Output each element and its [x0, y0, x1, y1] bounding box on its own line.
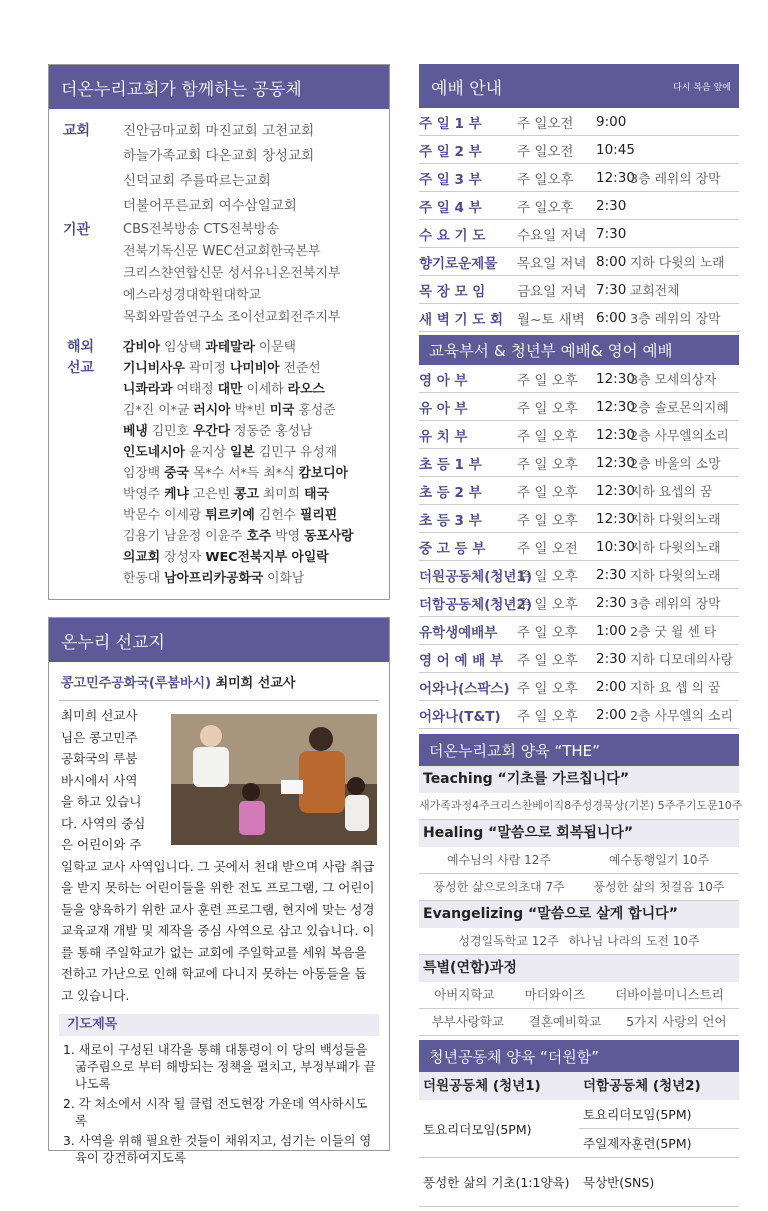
youth-item: 묵상반(SNS): [579, 1158, 739, 1207]
country-name: 필리핀: [300, 508, 338, 523]
missionary-photo: [171, 714, 377, 845]
overseas-line: [123, 421, 379, 442]
schedule-row: [419, 108, 739, 136]
service-place: 3층 레위의 장막: [630, 312, 721, 327]
missionary-panel: [48, 617, 390, 1165]
prayer-item: 1. 새로이 구성된 내각을 통해 대통령이 이 당의 백성들을 굶주림으로 부터 해방되는 정책을 펼치고, 부정부패가 끝나도록: [63, 1043, 376, 1091]
schedule-row: [419, 220, 739, 248]
community-panel: [48, 64, 390, 600]
service-place: 3층 레위의 장막: [630, 597, 721, 612]
worship-panel: [419, 64, 743, 1190]
org-line: 목회와말씀연구소 조이선교회전주지부: [123, 310, 341, 325]
country-name: 니콰라과: [123, 382, 173, 397]
missionary-names: 이세하: [242, 382, 288, 397]
service-name: 영 어 예 배 부: [419, 652, 504, 669]
course-item: 성경묵상(기본) 5주: [581, 799, 676, 812]
service-name: 어와나(T&T): [419, 708, 501, 725]
service-name: 주 일 3 부: [419, 171, 482, 188]
schedule-row: [419, 645, 739, 673]
missionary-names: 윤지상: [184, 445, 231, 460]
intro-line: 은 어린이와 주: [61, 837, 142, 852]
service-name: 초 등 3 부: [419, 512, 482, 529]
service-place: 3층 모세의상자: [630, 373, 717, 388]
service-time: 12:30: [596, 482, 635, 499]
missionary-names: 박영: [271, 529, 305, 544]
service-place: 2층 사무엘의 소리: [630, 709, 733, 724]
church-line: 신덕교회 주를따르는교회: [123, 173, 271, 189]
country-name: 러시아: [193, 403, 231, 418]
country-name: 라오스: [287, 382, 325, 397]
schedule-row: [419, 505, 739, 533]
org-label: 기관: [63, 222, 91, 238]
missionary-country: 콩고민주공화국(루붐바시): [61, 676, 212, 691]
country-name: 일본: [230, 445, 255, 460]
country-name: 과테말라: [205, 340, 255, 355]
service-day: 주 일 오후: [517, 484, 578, 501]
youth-grid: [419, 1072, 739, 1207]
worship-schedule: [419, 108, 739, 332]
overseas-line: [123, 568, 379, 589]
missionary-names: 김민구 유성재: [254, 445, 338, 460]
schedule-row: [419, 533, 739, 561]
course-item: 부부사랑학교: [431, 1014, 504, 1029]
country-name: 중국: [164, 466, 189, 481]
youth-col-2: [579, 1072, 739, 1207]
overseas-section: [49, 337, 389, 589]
country-name: 의교회: [123, 550, 161, 565]
service-name: 초 등 1 부: [419, 456, 482, 473]
service-name: 영 아 부: [419, 372, 468, 389]
service-time: 9:00: [596, 113, 627, 130]
course-item: 하나님 나라의 도전 10주: [568, 934, 700, 948]
service-name: 어와나(스팍스): [419, 680, 510, 697]
service-day: 주 일 오후: [517, 400, 578, 417]
missionary-names: 임상택: [160, 340, 206, 355]
overseas-line: [123, 379, 379, 400]
missionary-names: 김헌수: [254, 508, 300, 523]
missionary-title: 온누리 선교지: [49, 618, 389, 662]
org-line: 전북기독신문 WEC선교회한국본부: [123, 244, 321, 259]
missionary-names: 최미희: [258, 487, 305, 502]
country-name: 미국: [269, 403, 295, 418]
missionary-names: 김*진 이*균: [123, 403, 194, 418]
missionary-name: 최미희 선교사: [215, 676, 296, 691]
service-name: 새 벽 기 도 회: [419, 311, 504, 328]
country-name: 태국: [304, 487, 329, 502]
special-title: 특별(연합)과정: [419, 955, 739, 982]
missionary-names: 박문수 이세광: [123, 508, 206, 523]
worship-note: 다시 복음 앞에: [673, 82, 731, 93]
worship-title: 예배 안내: [431, 78, 503, 99]
schedule-row: [419, 192, 739, 220]
service-name: 유학생예배부: [419, 624, 498, 641]
prayer-list: [49, 1036, 389, 1167]
schedule-row: [419, 164, 739, 192]
service-name: 중 고 등 부: [419, 540, 486, 557]
org-line: 에스라성경대학원대학교: [123, 288, 262, 303]
service-place: 지하 요 셉 의 꿈: [630, 681, 721, 696]
service-time: 12:30: [596, 426, 635, 443]
body-line: 교육교재 개발 및 제작을 중심 사역으로 삼고 있습니다. 이: [61, 923, 375, 938]
service-time: 2:30: [596, 650, 627, 667]
service-day: 주 일 오후: [517, 456, 578, 473]
country-name: 나미비아: [230, 361, 280, 376]
course-item: 성경일독학교 12주: [458, 934, 559, 948]
service-name: 초 등 2 부: [419, 484, 482, 501]
overseas-label: 선교: [67, 360, 95, 376]
service-place: 지하 다윗의노래: [630, 541, 721, 556]
service-day: 주 일 오후: [517, 568, 578, 585]
service-day: 주 일오전: [517, 143, 574, 160]
country-name: 우간다: [192, 424, 231, 439]
country-name: 감비아: [123, 340, 161, 355]
worship-header: [419, 64, 739, 108]
edu-schedule: [419, 365, 739, 729]
service-name: 목 장 모 임: [419, 283, 486, 300]
course-item: 예수님의 사람 12주: [446, 853, 552, 867]
service-place: 지하 디모데의사랑: [630, 653, 733, 668]
schedule-row: [419, 617, 739, 645]
missionary-names: 박영주: [123, 487, 165, 502]
service-name: 주 일 2 부: [419, 143, 482, 160]
overseas-line: [123, 463, 379, 484]
teaching-title: Teaching “기초를 가르칩니다”: [419, 766, 739, 793]
service-day: 금요일 저녁: [517, 283, 587, 300]
schedule-row: [419, 561, 739, 589]
overseas-line: [123, 484, 379, 505]
youth-col-1: [419, 1072, 579, 1207]
service-place: 2층 굿 윌 센 타: [630, 625, 717, 640]
course-item: 더바이블미니스트리: [615, 987, 724, 1002]
service-day: 주 일 오후: [517, 596, 578, 613]
overseas-line: [123, 442, 379, 463]
country-name: 대만: [217, 382, 243, 397]
missionary-names: 전준선: [279, 361, 321, 376]
service-day: 주 일 오후: [517, 624, 578, 641]
youth-item: 토요리더모임(5PM): [579, 1100, 739, 1129]
country-name: 인도네시아: [123, 445, 185, 460]
missionary-names: 김민호: [147, 424, 193, 439]
country-name: 튀르키예: [205, 508, 255, 523]
healing-title: Healing “말씀으로 회복됩니다”: [419, 820, 739, 847]
overseas-line: [123, 547, 379, 568]
country-name: 케냐: [164, 487, 189, 502]
evangelizing-title: Evangelizing “말씀으로 살게 합니다”: [419, 901, 739, 928]
missionary-subtitle: [49, 662, 389, 694]
country-name: 캄보디아: [298, 466, 348, 481]
prayer-item: 3. 사역을 위해 필요한 것들이 채워지고, 섬기는 이들의 영육이 강건하여지도록: [63, 1134, 372, 1165]
country-name: 베냉: [123, 424, 148, 439]
service-place: 2층 사무엘의소리: [630, 429, 729, 444]
service-place: 2층 바울의 소망: [630, 457, 721, 472]
service-day: 주 일 오후: [517, 652, 578, 669]
overseas-line: [123, 337, 379, 358]
service-time: 2:30: [596, 566, 627, 583]
youth-title: 청년공동체 양육 “더원함”: [419, 1040, 739, 1072]
missionary-names: 고은빈: [188, 487, 235, 502]
service-time: 2:30: [596, 197, 627, 214]
service-day: 주 일오후: [517, 171, 574, 188]
service-time: 12:30: [596, 510, 635, 527]
service-day: 목요일 저녁: [517, 255, 587, 272]
body-line: 를 통해 주일학교가 없는 교회에 주일학교를 세워 복음을: [61, 944, 367, 960]
body-line: 고 있습니다.: [61, 987, 130, 1003]
missionary-names: 장성자: [160, 550, 206, 565]
service-place: 2층 솔로몬의지혜: [630, 401, 729, 416]
service-time: 7:30: [596, 225, 627, 242]
schedule-row: [419, 365, 739, 393]
church-line: 하늘가족교회 다온교회 창성교회: [123, 148, 315, 164]
evangelizing-items: [419, 928, 739, 955]
country-name: 호주: [246, 529, 272, 544]
service-time: 12:30: [596, 454, 635, 471]
service-place: 3층 레위의 장막: [630, 172, 721, 187]
healing-items: [419, 847, 739, 874]
schedule-row: [419, 589, 739, 617]
schedule-row: [419, 276, 739, 304]
community-title: 더온누리교회가 함께하는 공동체: [49, 65, 389, 109]
service-time: 12:30: [596, 398, 635, 415]
country-name: WEC전북지부 아일락: [205, 550, 329, 565]
course-item: 풍성한 삶의 첫걸음 10주: [593, 880, 725, 894]
service-time: 12:30: [596, 169, 635, 186]
course-item: 새가족과정4주: [419, 799, 490, 812]
service-time: 6:00: [596, 309, 627, 326]
service-name: 더함공동체(청년2): [419, 596, 533, 613]
service-day: 월~토 새벽: [517, 311, 585, 328]
course-item: 마더와이즈: [524, 987, 586, 1002]
service-time: 2:00: [596, 678, 627, 695]
church-line: 진안금마교회 마진교회 고천교회: [123, 123, 315, 139]
service-day: 주 일 오후: [517, 512, 578, 529]
overseas-list: [123, 337, 379, 589]
overseas-label: 해외: [67, 339, 95, 355]
service-place: 교회전체: [630, 284, 680, 299]
edu-title: 교육부서 & 청년부 예배& 영어 예배: [419, 335, 739, 365]
schedule-row: [419, 248, 739, 276]
service-day: 주 일오후: [517, 199, 574, 216]
service-name: 수 요 기 도: [419, 227, 486, 244]
course-item: 5가지 사랑의 언어: [626, 1014, 727, 1029]
overseas-line: [123, 400, 379, 421]
service-day: 주 일 오후: [517, 680, 578, 697]
country-name: 남아프리카공화국: [164, 571, 264, 586]
service-place: 지하 요셉의 꿈: [630, 485, 713, 500]
service-day: 주 일 오후: [517, 372, 578, 389]
body-line: 일학교 교사 사역입니다. 그 곳에서 천대 받으며 사람 취급: [61, 858, 375, 874]
schedule-row: [419, 393, 739, 421]
country-name: 콩고: [234, 487, 259, 502]
service-time: 12:30: [596, 370, 635, 387]
service-day: 수요일 저녁: [517, 227, 587, 244]
missionary-names: 이화남: [263, 571, 305, 586]
service-name: 유 아 부: [419, 400, 468, 417]
service-time: 8:00: [596, 253, 627, 270]
service-name: 주 일 4 부: [419, 199, 482, 216]
youth-item: 주일제자훈련(5PM): [579, 1129, 739, 1158]
service-day: 주 일 오후: [517, 428, 578, 445]
service-time: 2:00: [596, 706, 627, 723]
schedule-row: [419, 477, 739, 505]
prayer-item: 2. 각 처소에서 시작 될 클럽 전도현장 가운데 역사하시도록: [63, 1097, 368, 1128]
missionary-names: 목*수 서*득 최*식: [188, 466, 299, 481]
missionary-names: 홍성준: [294, 403, 336, 418]
schedule-row: [419, 449, 739, 477]
missionary-names: 곽미정: [184, 361, 231, 376]
body-line: 을 받지 못하는 어린이들을 위한 전도 프로그램, 그 어린이: [61, 880, 375, 895]
special-items: [419, 1009, 739, 1036]
course-item: 결혼예비학교: [528, 1014, 602, 1029]
prayer-title: 기도제목: [59, 1014, 379, 1036]
church-label: 교회: [63, 123, 91, 139]
service-name: 향기로운제물: [419, 255, 498, 272]
missionary-names: 이문택: [254, 340, 296, 355]
org-line: 크리스챤연합신문 성서유니온전북지부: [123, 266, 341, 281]
course-item: 풍성한 삶으로의초대 7주: [433, 880, 565, 894]
course-item: 예수동행일기 10주: [608, 853, 710, 867]
country-name: 기니비사우: [123, 361, 185, 376]
teaching-items: [419, 793, 743, 820]
intro-line: 님은 콩고민주: [61, 729, 138, 745]
service-name: 더원공동체(청년1): [419, 568, 533, 585]
service-time: 1:00: [596, 622, 627, 639]
church-section: [49, 119, 389, 219]
service-day: 주 일 오후: [517, 708, 578, 725]
body-line: 들을 양육하기 위한 교사 훈련 프로그램, 현지에 맞는 성경: [61, 901, 375, 917]
training-title: 더온누리교회 양육 “THE”: [419, 734, 739, 766]
intro-line: 다. 사역의 중심: [61, 815, 146, 831]
missionary-names: 정동준 홍성남: [230, 424, 313, 439]
body-line: 전하고 가난으로 인해 학교에 다니지 못하는 아동들을 돕: [61, 966, 367, 981]
healing-items: [419, 874, 739, 901]
schedule-row: [419, 421, 739, 449]
service-time: 10:30: [596, 538, 635, 555]
service-place: 지하 다윗의노래: [630, 569, 721, 584]
missionary-names: 박*빈: [230, 403, 270, 418]
missionary-names: 임장백: [123, 466, 165, 481]
course-item: 주기도문10주: [675, 799, 743, 812]
youth-item: 토요리더모임(5PM): [419, 1100, 579, 1158]
overseas-line: [123, 526, 379, 547]
course-item: 크리스찬베이직8주: [489, 799, 582, 812]
service-place: 지하 다윗의 노래: [630, 256, 725, 271]
intro-line: 최미희 선교사: [61, 708, 138, 723]
service-name: 유 치 부: [419, 428, 468, 445]
service-time: 2:30: [596, 594, 627, 611]
org-section: [49, 219, 389, 329]
youth-col-title: 더원공동체 (청년1): [419, 1072, 579, 1100]
youth-col-title: 더함공동체 (청년2): [579, 1072, 739, 1100]
country-name: 동포사랑: [304, 529, 354, 544]
service-time: 10:45: [596, 141, 635, 158]
special-items: [419, 982, 739, 1009]
missionary-names: 김용기 남윤정 이윤주: [123, 529, 247, 544]
schedule-row: [419, 304, 739, 332]
org-line: CBS전북방송 CTS전북방송: [123, 222, 279, 237]
service-name: 주 일 1 부: [419, 115, 482, 132]
missionary-names: 한동대: [123, 571, 165, 586]
service-place: 지하 다윗의노래: [630, 513, 721, 528]
service-day: 주 일 오전: [517, 540, 578, 557]
service-day: 주 일오전: [517, 115, 574, 132]
youth-item: 풍성한 삶의 기초(1:1양육): [419, 1158, 579, 1207]
course-item: 아버지학교: [434, 987, 495, 1002]
missionary-names: 여태정: [172, 382, 218, 397]
church-line: 더불어푸른교회 여수삼일교회: [123, 198, 297, 214]
schedule-row: [419, 136, 739, 164]
service-time: 7:30: [596, 281, 627, 298]
intro-line: 바시에서 사역: [61, 772, 138, 788]
intro-line: 을 하고 있습니: [61, 794, 142, 809]
intro-line: 공화국의 루붐: [61, 751, 138, 766]
schedule-row: [419, 673, 739, 701]
schedule-row: [419, 701, 739, 729]
overseas-line: [123, 358, 379, 379]
overseas-line: [123, 505, 379, 526]
